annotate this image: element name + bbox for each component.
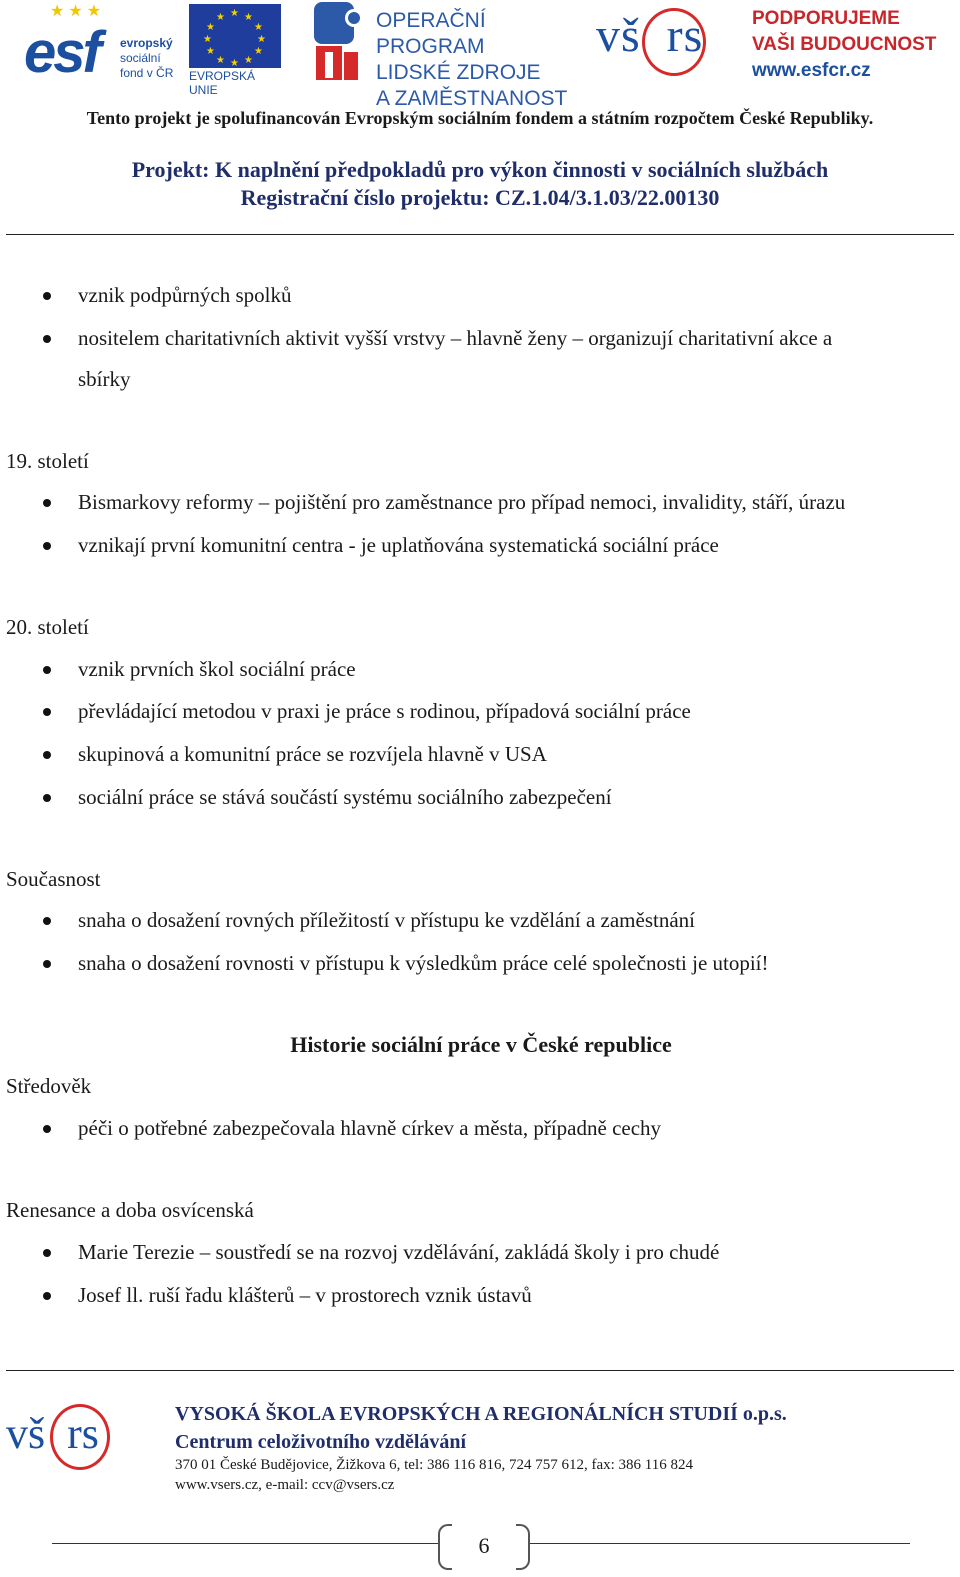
support-line1: PODPORUJEME [752, 8, 900, 29]
bullet-icon [43, 794, 51, 802]
footer-vsers-wordmark: vš rs [6, 1409, 99, 1458]
list-item: sociální práce se stává součástí systému sociálního zabezpečení [78, 785, 612, 809]
list-item: Marie Terezie – soustředí se na rozvoj vzdělávání, zakládá školy i pro chudé [78, 1240, 720, 1264]
footer-vsers-logo [6, 1398, 154, 1482]
bullet-icon [43, 335, 51, 343]
header-divider [6, 234, 954, 235]
list-item: Josef ll. ruší řadu klášterů – v prostorech vznik ústavů [78, 1283, 532, 1307]
esf-logo [22, 2, 284, 97]
section-title-19c: 19. století [6, 449, 89, 473]
support-url: www.esfcr.cz [752, 60, 871, 81]
vsers-wordmark: vš rs [596, 9, 704, 62]
project-title: Projekt: K naplnění předpokladů pro výkon činnosti v sociálních službách [131, 157, 829, 182]
esf-stars-icon: ★ ★ ★ [50, 3, 102, 20]
list-item: snaha o dosažení rovných příležitostí v přístupu ke vzdělání a zaměstnání [78, 908, 695, 932]
op-figure-icon [312, 2, 364, 82]
op-text [376, 8, 587, 112]
list-item: vznikají první komunitní centra - je uplatňována systematická sociální práce [78, 533, 719, 557]
bullet-icon [43, 499, 51, 507]
list-item: skupinová a komunitní práce se rozvíjela hlavně v USA [78, 742, 547, 766]
esf-text [120, 36, 173, 81]
bullet-icon [43, 751, 51, 759]
bullet-icon [43, 292, 51, 300]
section-title-present: Současnost [6, 867, 101, 891]
page-number-rule-right [530, 1543, 910, 1544]
bullet-icon [43, 960, 51, 968]
list-item: vznik prvních škol sociální práce [78, 657, 356, 681]
page-bracket-right-icon [516, 1524, 530, 1570]
op-line3: A ZAMĚSTNANOST [376, 87, 568, 110]
list-item: převládající metodou v praxi je práce s rodinou, případová sociální práce [78, 699, 691, 723]
list-item: vznik podpůrných spolků [78, 283, 292, 307]
esf-letters: esf [24, 20, 99, 85]
op-line2: LIDSKÉ ZDROJE [376, 61, 541, 84]
bullet-icon [43, 542, 51, 550]
eu-label: EVROPSKÁ UNIE [189, 69, 256, 97]
footer-web: www.vsers.cz, e-mail: ccv@vsers.cz [175, 1477, 395, 1493]
vsers-logo [596, 0, 746, 84]
list-item: snaha o dosažení rovnosti v přístupu k výsledkům práce celé společnosti je utopií! [78, 951, 769, 975]
footer-divider [6, 1370, 954, 1371]
registration-number: Registrační číslo projektu: CZ.1.04/3.1.03/22.00130 [240, 185, 720, 210]
footer-center-name: Centrum celoživotního vzdělávání [175, 1431, 467, 1453]
bullet-icon [43, 1249, 51, 1257]
list-item: péči o potřebné zabezpečovala hlavně církev a města, případně cechy [78, 1116, 662, 1140]
bullet-icon [43, 917, 51, 925]
bullet-icon [43, 666, 51, 674]
support-line2: VAŠI BUDOUCNOST [752, 34, 937, 55]
page-number: 6 [478, 1533, 490, 1558]
support-logo [752, 6, 952, 86]
esf-line1: evropský [120, 36, 173, 50]
list-item: nositelem charitativních aktivit vyšší vrstvy – hlavně ženy – organizují charitativní akce a [78, 326, 833, 350]
list-item-continued: sbírky [78, 367, 131, 391]
footer-address: 370 01 České Budějovice, Žižkova 6, tel: 386 116 816, 724 757 612, fax: 386 116 824 [175, 1457, 693, 1473]
page-bracket-left-icon [438, 1524, 452, 1570]
cofinancing-note: Tento projekt je spolufinancován Evropským sociálním fondem a státním rozpočtem České Republiky. [86, 108, 874, 128]
section-heading: Historie sociální práce v České republice [290, 1032, 672, 1057]
bullet-icon [43, 708, 51, 716]
eu-flag-icon: ★ ★ ★ ★ ★ ★ ★ ★ ★ ★ ★ ★ [189, 4, 281, 68]
op-line1: OPERAČNÍ PROGRAM [376, 9, 486, 58]
bullet-icon [43, 1125, 51, 1133]
section-title-20c: 20. století [6, 615, 89, 639]
list-item: Bismarkovy reformy – pojištění pro zaměstnance pro případ nemoci, invalidity, stáří, úrazu [78, 490, 846, 514]
section-title-renaissance: Renesance a doba osvícenská [6, 1198, 254, 1222]
op-lzz-logo [312, 2, 587, 110]
page-number-rule-left [52, 1543, 440, 1544]
esf-line2: sociální [120, 51, 161, 65]
footer-school-name: VYSOKÁ ŠKOLA EVROPSKÝCH A REGIONÁLNÍCH STUDIÍ o.p.s. [175, 1403, 787, 1425]
bullet-icon [43, 1292, 51, 1300]
esf-line3: fond v ČR [120, 66, 174, 80]
section-title-middle-ages: Středověk [6, 1074, 92, 1098]
